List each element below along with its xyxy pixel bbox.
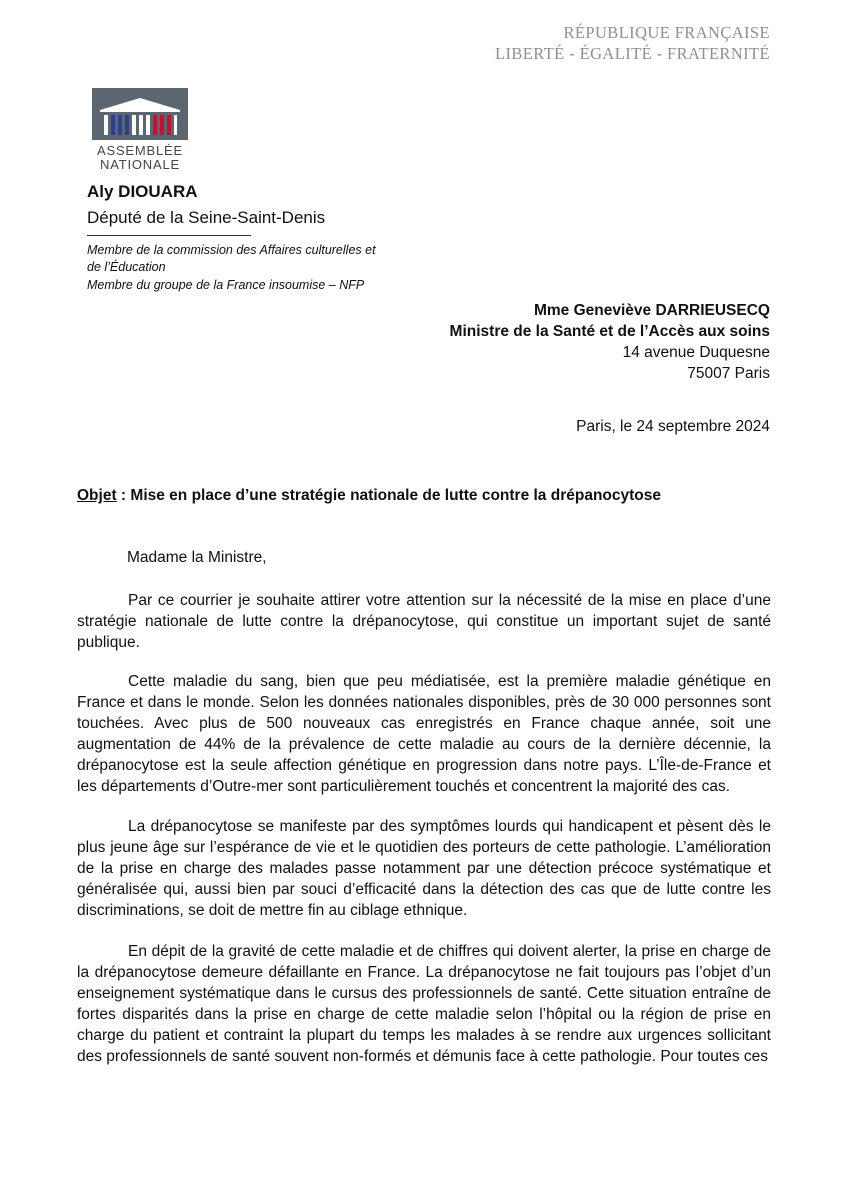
sender-role-3: Membre du groupe de la France insoumise – NFP xyxy=(87,278,365,292)
sender-role-1: Membre de la commission des Affaires culturelles et xyxy=(87,243,376,257)
republic-motto: LIBERTÉ - ÉGALITÉ - FRATERNITÉ xyxy=(495,44,770,63)
republic-header xyxy=(495,22,770,64)
paragraph-4: En dépit de la gravité de cette maladie et de chiffres qui doivent alerter, la prise en charge de la drépanocytose demeure défaillante en France. La drépanocytose ne fait toujours pas l’objet d’un enseignement systématique dans le cursus des professionnels de santé. Cette situation entraîne de fortes disparités dans la prise en charge de cette maladie selon l’hôpital ou la région de prise en charge du patient et contraint la plupart du temps les malades à se rendre aux urgences sollicitant des professionnels de santé souvent non-formés et démunis face à cette pathologie. Pour toutes ces xyxy=(77,943,771,1065)
paragraph-1: Par ce courrier je souhaite attirer votre attention sur la nécessité de la mise en place d’une stratégie nationale de lutte contre la drépanocytose, qui constitue un important sujet de santé publique. xyxy=(77,592,771,651)
recipient-name: Mme Geneviève DARRIEUSECQ xyxy=(533,302,770,319)
subject-label: Objet xyxy=(77,487,117,504)
recipient-block xyxy=(450,300,770,384)
salutation: Madame la Ministre, xyxy=(127,549,267,566)
sender-name: Aly DIOUARA xyxy=(87,182,198,201)
logo-wordmark xyxy=(92,144,188,172)
subject-separator: : xyxy=(116,487,131,504)
paragraph-2: Cette maladie du sang, bien que peu médiatisée, est la première maladie génétique en France et dans le monde. Selon les données nationales disponibles, près de 30 000 personnes sont touchées. Avec plus de 500 nouveaux cas enregistrés en France chaque année, soit une augmentation de 44% de la prévalence de cette maladie au cours de la dernière décennie, la drépanocytose est la seule affection génétique en progression dans notre pays. L’Île-de-France et les départements d’Outre-mer sont particulièrement touchés et concentrent la majorité des cas. xyxy=(77,673,771,795)
recipient-street: 14 avenue Duquesne xyxy=(622,344,770,361)
republic-title: RÉPUBLIQUE FRANÇAISE xyxy=(563,23,770,42)
letter-date: Paris, le 24 septembre 2024 xyxy=(576,418,770,435)
paragraph-3: La drépanocytose se manifeste par des symptômes lourds qui handicapent et pèsent dès le plus jeune âge sur l’espérance de vie et le quotidien des porteurs de cette pathologie. L’amélioration de la prise en charge des malades passe notamment par une détection précoce systématique et généralisée qui, aussi bien par souci d’efficacité dans la détection des cas que de lutte contre les discriminations, se doit de mettre fin au ciblage ethnique. xyxy=(77,818,771,919)
subject-text: Mise en place d’une stratégie nationale de lutte contre la drépanocytose xyxy=(130,487,661,504)
hemicycle-logo-icon xyxy=(92,88,188,140)
sender-title: Député de la Seine-Saint-Denis xyxy=(87,208,326,227)
subject-line xyxy=(77,487,661,505)
sender-role-2: de l’Éducation xyxy=(87,260,166,274)
recipient-city: 75007 Paris xyxy=(687,365,770,382)
recipient-function: Ministre de la Santé et de l’Accès aux soins xyxy=(449,323,770,340)
assemblee-nationale-logo xyxy=(92,88,188,172)
logo-line-2: NATIONALE xyxy=(100,157,180,172)
logo-line-1: ASSEMBLÉE xyxy=(97,143,183,158)
sender-divider xyxy=(87,235,251,236)
